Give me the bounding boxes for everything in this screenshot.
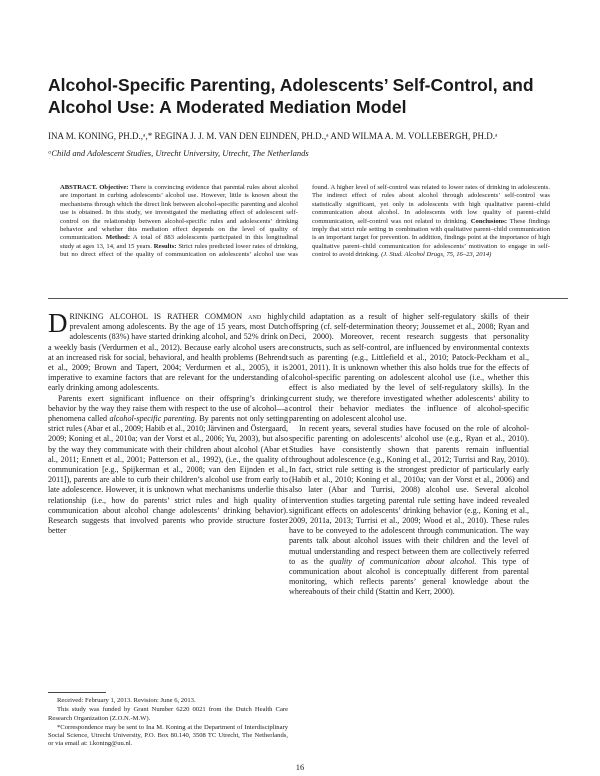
emphasis-term: alcohol-specific parenting. xyxy=(109,414,197,424)
objective-label: Objective: xyxy=(99,184,129,191)
body-column-left xyxy=(48,312,288,632)
results-label: Results: xyxy=(153,242,177,250)
author-list: INA M. KONING, PH.D.,ᵃ,* REGINA J. J. M. VAN DEN EIJNDEN, PH.D.,ᵃ AND WILMA A. M. VOLLEBERGH, PH.D.ᵃ xyxy=(48,131,498,141)
drop-cap: D xyxy=(48,312,68,338)
emphasis-term: quality of communication about alcohol. xyxy=(329,556,477,566)
paragraph-text: In recent years, several studies have focused on the role of alcohol-specific parenting on adolescents’ alcohol use (e.g., Ryan et al., 2010). Studies have consistently shown that parents remain influential throughout adolescence (e.g., Koning et al., 2012; Turrisi and Ray, 2010). In fact, strict rule setting is the strongest predictor of particularly early (Habib et al., 2010; Koning et al., 2010a; van der Vorst et al., 2006) and also later (Abar and Turrisi, 2008) alcohol use. Several alcohol intervention studies targeting parental rule setting have indeed revealed significant effects on adolescents’ drinking behavior (e.g., Koning et al., 2009, 2011a, 2013; Turrisi et al., 2009; Wood et al., 2010). These rules have to be conveyed to the adolescent through communication. The way parents talk about alcohol issues with their children and the level of mutual understanding and respect between them are collectively referred to as the xyxy=(289,424,529,566)
conclusions-text: These findings imply that strict rule setting in combination with qualitative parent–child communication is an important target for prevention. In addition, findings point at the importance of high qualitative parent–child communication for adolescents’ motivation to engage in self-control to avoid drinking. xyxy=(312,217,550,259)
paragraph-continued: child adaptation as a result of higher self-regulatory skills of their offspring (cf. self-determination theory; Joussemet et al., 2008; Ryan and Deci, 2000). Moreover, recent research suggests that personality constructs, such as self-control, are influenced by environmental contexts such as parenting (e.g., Littlefield et al., 2010; Patock-Peckham et al., 2001, 2011). It is unknown whether this also holds true for the effects of alcohol-specific parenting on adolescent alcohol use (i.e., whether this effect is also mediated by the level of self-regulatory skills). In the current study, we therefore investigated whether adolescents’ ability to control their behavior mediates the influence of alcohol-specific parenting on adolescent alcohol use. xyxy=(289,312,529,424)
conclusions-label: Conclusions: xyxy=(470,217,508,225)
method-text: A total of 883 adolescents participated in this longitudinal study at ages 13, 14, and 15 years. xyxy=(60,234,298,250)
results-text: Strict rules predicted lower rates of drinking, but no direct effect of the quality of communication on adolescents’ alcohol use was found. A higher level of self-control was related to lower rates of drinking in adolescents. The indirect effect of rules about alcohol through adolescents’ self-control was statistically significant, yet only in adolescents with high qualitative parent–child communication about alcohol. In adolescents with low quality of parent–child communication, self-control was not related to drinking. xyxy=(60,184,550,259)
paragraph-text: Parents exert significant influence on their offspring’s drinking behavior by the way they raise them with respect to the use of alcohol—a phenomena called xyxy=(48,393,288,424)
body-column-right xyxy=(289,312,529,762)
paragraph-recent-years xyxy=(289,424,529,597)
footnote-received: Received: February 1, 2013. Revision: June 6, 2013. xyxy=(57,697,196,704)
method-label: Method: xyxy=(105,234,131,242)
paragraph-text: By parents not only setting strict rules (Abar et al., 2009; Habib et al., 2010; Järvinen and Östergaard, 2009; Koning et al., 2010a; van der Vorst et al., 2006; Yu, 2003), but also by the way they communicate with their children about alcohol (Abar et al., 2011; Ennett et al., 2001; Patterson et al., 1992), (i.e., the quality of communication [e.g., Spijkerman et al., 2008; van den Eijnden et al., 2011]), parents are able to curb their children’s alcohol use from early to late adolescence. However, it is unknown what mechanisms underlie this relationship (i.e., how do parents’ strict rules and high quality of communication about alcohol change adolescents’ drinking behavior). Research suggests that involved parents who provide structure foster better xyxy=(48,414,288,536)
affiliation: ᵃChild and Adolescent Studies, Utrecht University, Utrecht, The Netherlands xyxy=(48,148,309,158)
footnote-correspondence: *Correspondence may be sent to Ina M. Koning at the Department of Interdisciplinary Social Science, Utrecht University, P.O. Box 80.140, 3508 TC Utrecht, The Netherlands, or via email at: i.koning@uu.nl. xyxy=(48,723,288,748)
footnote-divider xyxy=(48,692,106,693)
objective-text: There is convincing evidence that parental rules about alcohol are important in curbing adolescents’ alcohol use. However, little is known about the mechanisms through which the direct link between alcohol-specific parenting and alcohol use is obtained. In this study, we investigated the mediating effect of adolescent self-control on the relationship between alcohol-specific rules and adolescents’ drinking behavior and whether this mediation effect depends on the level of quality of communication. xyxy=(60,184,298,242)
page-number: 16 xyxy=(295,762,305,772)
article-title: Alcohol-Specific Parenting, Adolescents’ Self-Control, and Alcohol Use: A Moderated Mediation Model xyxy=(48,75,534,117)
abstract-text xyxy=(60,184,550,260)
intro-text: highly prevalent among adolescents. By the age of 15 years, most Dutch adolescents (83%) have started drinking alcohol, and 52% drink on a weekly basis (Verdurmen et al., 2012). Because early alcohol users are at an increased risk for social, behavioral, and health problems (Behrendt et al., 2009; Brown and Tapert, 2004; Verdurmen et al., 2005), it is imperative to examine factors that are relevant for the understanding of early drinking among adolescents. xyxy=(48,312,288,393)
lead-in: RINKING ALCOHOL IS RATHER COMMON and xyxy=(69,312,262,321)
footnote-funding: This study was funded by Grant Number 6220 0021 from the Dutch Health Care Research Organization (Z.O.N.-M.W). xyxy=(48,706,288,722)
abstract-label: ABSTRACT. xyxy=(60,184,98,191)
journal-citation: (J. Stud. Alcohol Drugs, 75, 16–23, 2014) xyxy=(381,251,492,259)
abstract xyxy=(60,184,550,260)
paragraph-parenting xyxy=(48,394,288,537)
paragraph-intro xyxy=(48,312,288,394)
section-divider xyxy=(48,298,568,299)
paragraph-text: This type of communication about alcohol is conceptually different from parental monitoring, which reflects parents’ general knowledge about the whereabouts of their child (Stattin and Kerr, 2000). xyxy=(289,556,529,597)
footnotes xyxy=(48,697,288,750)
